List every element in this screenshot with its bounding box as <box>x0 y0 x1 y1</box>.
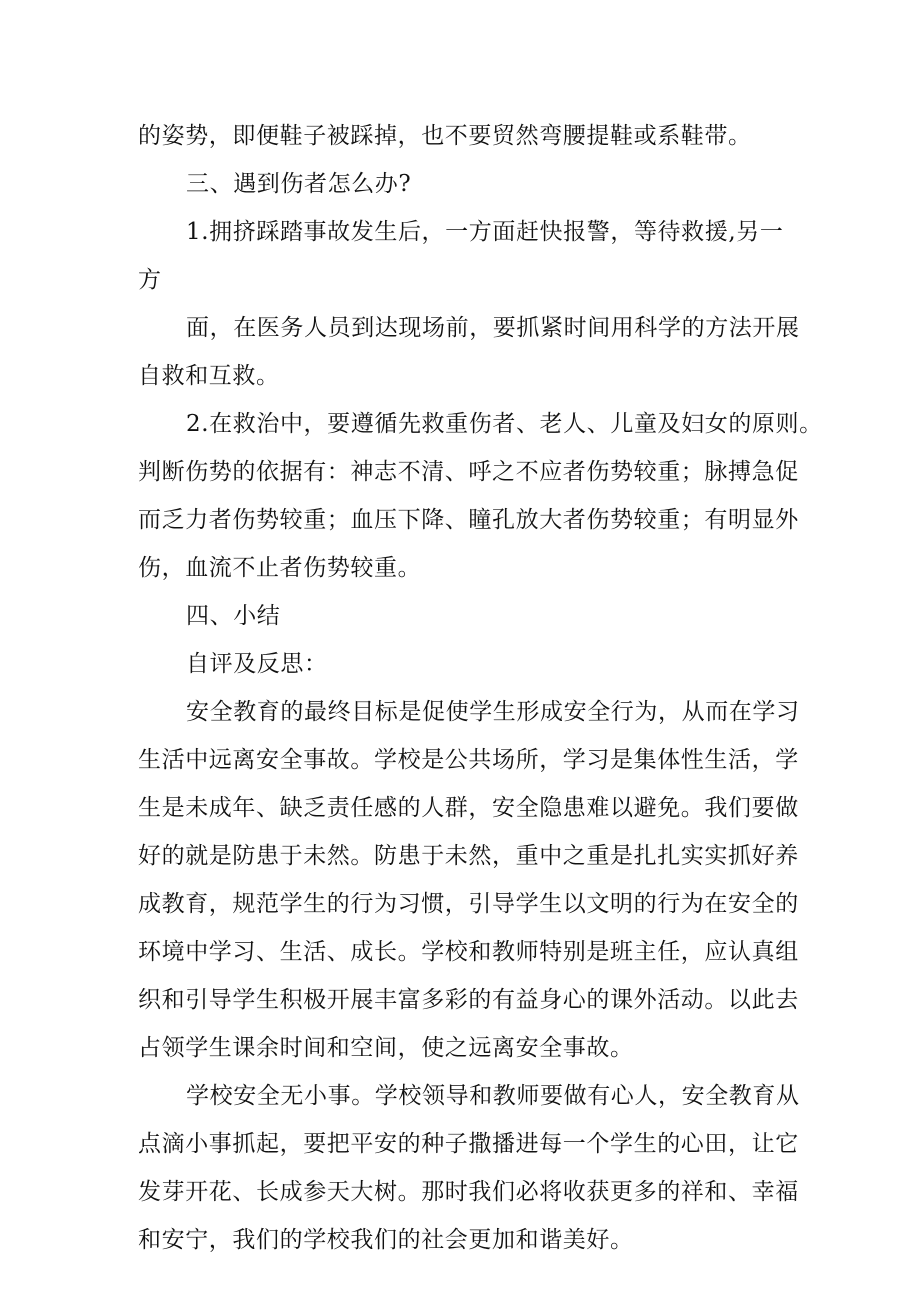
section-heading-4: 四、小结 <box>186 603 281 629</box>
text-line: 方 <box>138 267 162 293</box>
text-line: 发芽开花、长成参天大树。那时我们必将收获更多的祥和、幸福 <box>138 1179 799 1205</box>
text-line: 成教育，规范学生的行为习惯，引导学生以文明的行为在安全的 <box>138 891 799 917</box>
text-line: 生活中远离安全事故。学校是公共场所，学习是集体性生活，学 <box>138 747 799 773</box>
text-line: 占领学生课余时间和空间，使之远离安全事故。 <box>138 1035 634 1061</box>
text-line: 和安宁，我们的学校我们的社会更加和谐美好。 <box>138 1227 634 1253</box>
subheading: 自评及反思： <box>186 651 328 677</box>
text-line: 好的就是防患于未然。防患于未然，重中之重是扎扎实实抓好养 <box>138 843 799 869</box>
text-line: 生是未成年、缺乏责任感的人群，安全隐患难以避免。我们要做 <box>138 795 799 821</box>
text-line: 点滴小事抓起，要把平安的种子撒播进每一个学生的心田，让它 <box>138 1131 799 1157</box>
text-line: 1.拥挤踩踏事故发生后，一方面赶快报警，等待救援,另一 <box>186 219 784 245</box>
text-line: 自救和互救。 <box>138 363 280 389</box>
text-line: 安全教育的最终目标是促使学生形成安全行为，从而在学习 <box>186 699 800 725</box>
text-line: 学校安全无小事。学校领导和教师要做有心人，安全教育从 <box>186 1083 800 1109</box>
text-line: 而乏力者伤势较重；血压下降、瞳孔放大者伤势较重；有明显外 <box>138 507 799 533</box>
text-line: 的姿势，即便鞋子被踩掉，也不要贸然弯腰提鞋或系鞋带。 <box>138 123 752 149</box>
text-line: 织和引导学生积极开展丰富多彩的有益身心的课外活动。以此去 <box>138 987 799 1013</box>
document-body <box>138 112 823 1264</box>
text-line: 伤，血流不止者伤势较重。 <box>138 555 422 581</box>
text-line: 面，在医务人员到达现场前，要抓紧时间用科学的方法开展 <box>186 315 800 341</box>
text-line: 环境中学习、生活、成长。学校和教师特别是班主任，应认真组 <box>138 939 799 965</box>
text-line: 2.在救治中，要遵循先救重伤者、老人、儿童及妇女的原则。 <box>186 411 823 437</box>
text-line: 判断伤势的依据有：神志不清、呼之不应者伤势较重；脉搏急促 <box>138 459 799 485</box>
section-heading-3: 三、遇到伤者怎么办? <box>186 171 412 197</box>
